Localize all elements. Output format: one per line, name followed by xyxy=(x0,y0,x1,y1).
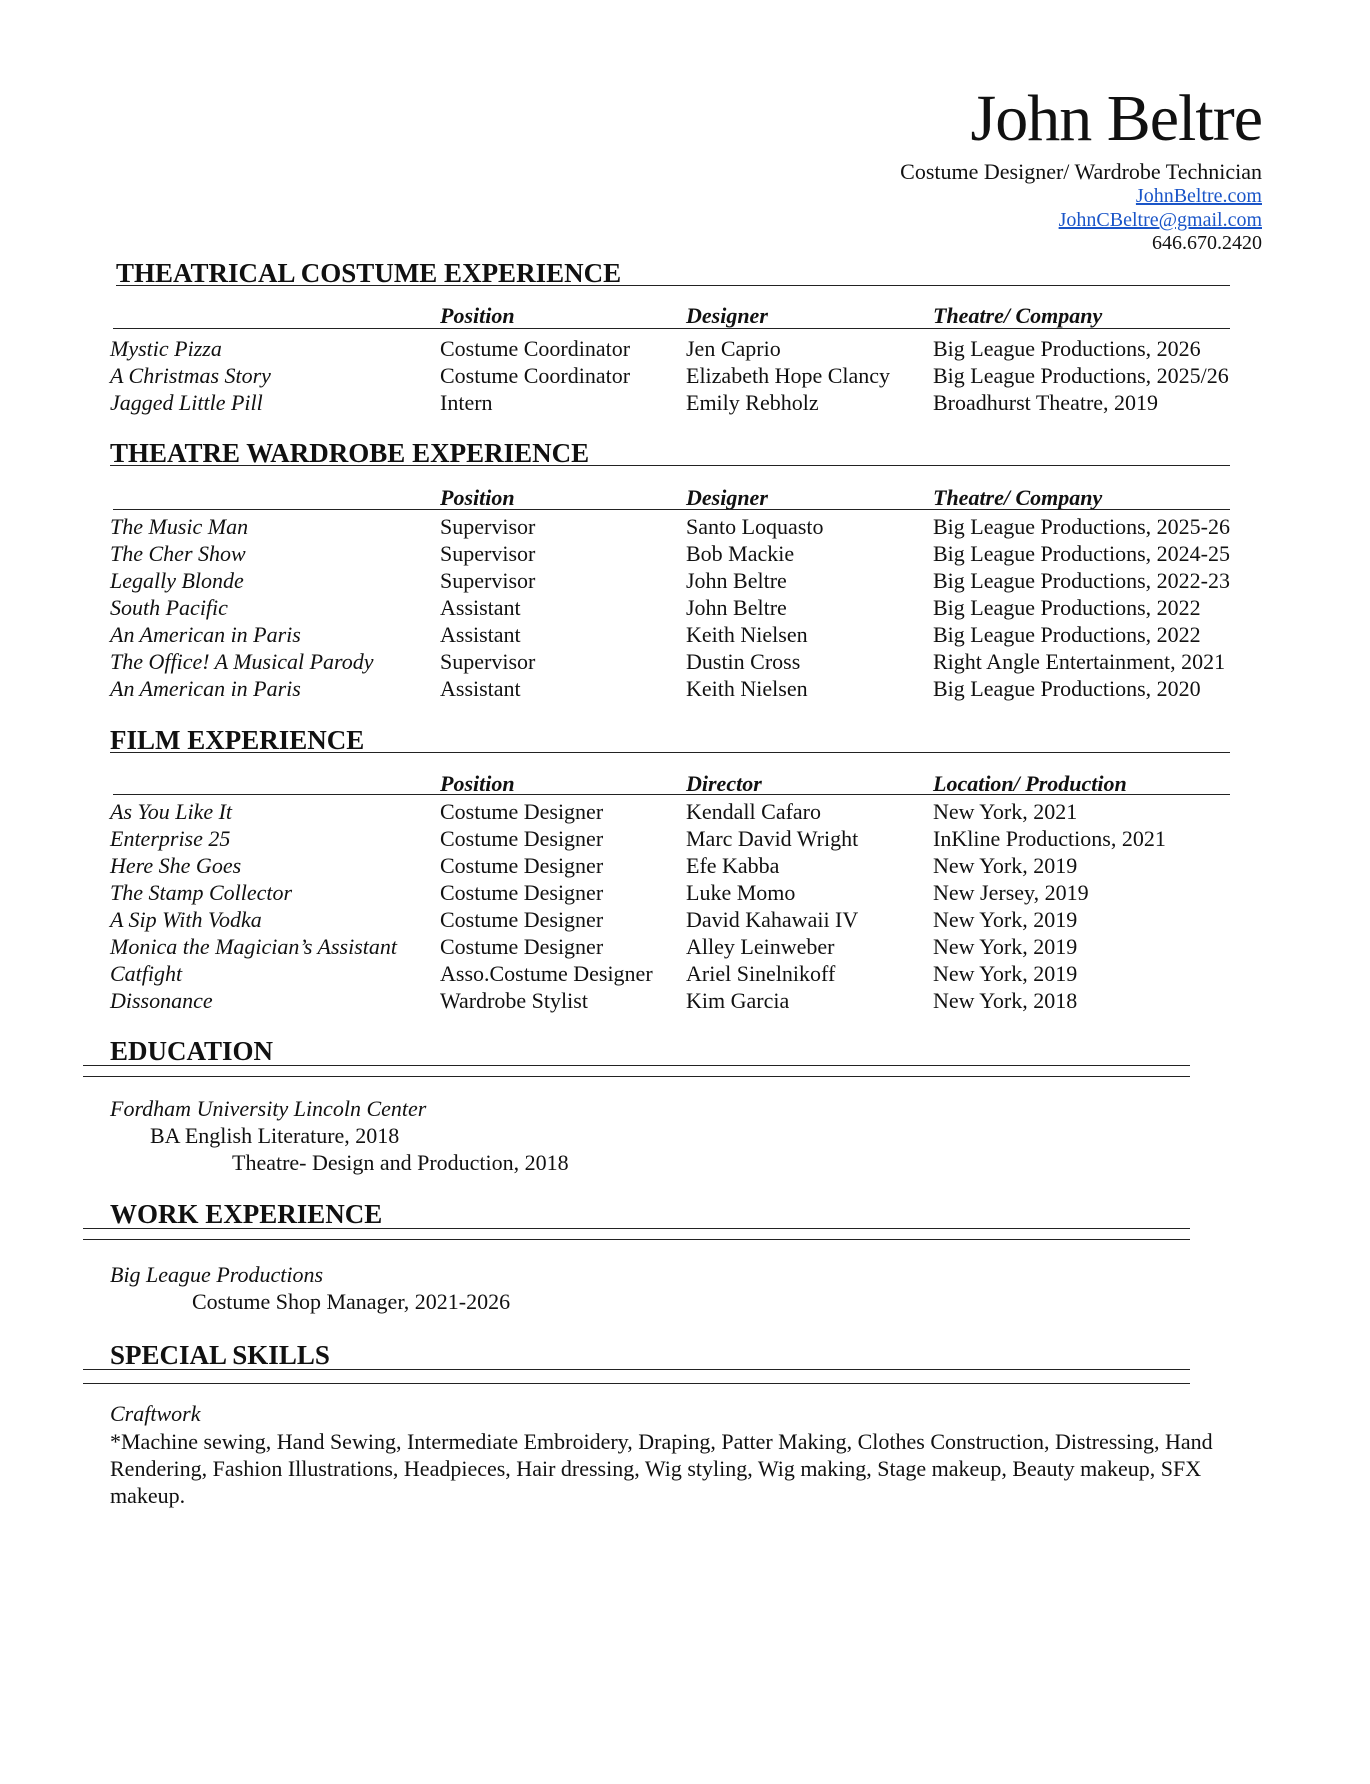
film-title: Enterprise 25 xyxy=(110,826,231,851)
section-rule xyxy=(83,1228,1190,1229)
location: New York, 2019 xyxy=(933,853,1078,878)
director: Kim Garcia xyxy=(686,988,790,1013)
show-title: The Cher Show xyxy=(110,541,246,566)
location: New York, 2021 xyxy=(933,799,1078,824)
position: Costume Designer xyxy=(440,880,604,905)
designer: Keith Nielsen xyxy=(686,676,808,701)
company: Big League Productions, 2024-25 xyxy=(933,541,1230,566)
company: Big League Productions, 2025-26 xyxy=(933,514,1230,539)
col-head-position: Position xyxy=(440,771,515,796)
position: Supervisor xyxy=(440,541,536,566)
director: Ariel Sinelnikoff xyxy=(686,961,836,986)
section-rule-secondary xyxy=(83,1076,1190,1077)
position: Asso.Costume Designer xyxy=(440,961,653,986)
position: Intern xyxy=(440,390,493,415)
show-title: A Christmas Story xyxy=(110,363,271,388)
location: New Jersey, 2019 xyxy=(933,880,1089,905)
table-header-rule xyxy=(113,794,1230,795)
section-rule-secondary xyxy=(83,1239,1190,1240)
show-title: Jagged Little Pill xyxy=(110,390,263,415)
show-title: South Pacific xyxy=(110,595,228,620)
show-title: Mystic Pizza xyxy=(110,336,222,361)
director: Alley Leinweber xyxy=(686,934,835,959)
film-title: A Sip With Vodka xyxy=(110,907,262,932)
location: New York, 2019 xyxy=(933,934,1078,959)
location: New York, 2019 xyxy=(933,907,1078,932)
designer: John Beltre xyxy=(686,595,787,620)
company: Big League Productions, 2022 xyxy=(933,595,1201,620)
website-link[interactable]: JohnBeltre.com xyxy=(1135,185,1262,207)
film-title: The Stamp Collector xyxy=(110,880,293,905)
section-rule xyxy=(83,1065,1190,1066)
resume-header xyxy=(900,84,1262,254)
resume-name: John Beltre xyxy=(970,82,1262,155)
designer: Santo Loquasto xyxy=(686,514,824,539)
position: Costume Designer xyxy=(440,799,604,824)
designer: Elizabeth Hope Clancy xyxy=(686,363,891,388)
employer: Big League Productions xyxy=(110,1262,324,1287)
show-title: An American in Paris xyxy=(110,676,301,701)
director: Efe Kabba xyxy=(686,853,780,878)
col-head-position: Position xyxy=(440,485,515,510)
show-title: An American in Paris xyxy=(110,622,301,647)
school-name: Fordham University Lincoln Center xyxy=(110,1096,427,1121)
film-title: Here She Goes xyxy=(110,853,242,878)
designer: Dustin Cross xyxy=(686,649,801,674)
col-head-position: Position xyxy=(440,303,515,328)
table-header-rule xyxy=(113,509,1230,510)
section-heading-skills: SPECIAL SKILLS xyxy=(110,1340,330,1370)
col-head-company: Theatre/ Company xyxy=(933,485,1103,510)
company: Big League Productions, 2022 xyxy=(933,622,1201,647)
position: Assistant xyxy=(440,676,521,701)
section-heading-wardrobe: THEATRE WARDROBE EXPERIENCE xyxy=(110,438,590,468)
location: New York, 2018 xyxy=(933,988,1078,1013)
position: Supervisor xyxy=(440,649,536,674)
col-head-director: Director xyxy=(686,771,762,796)
col-head-location: Location/ Production xyxy=(933,771,1127,796)
table-header-rule xyxy=(113,328,1230,329)
position: Assistant xyxy=(440,622,521,647)
skills-category: Craftwork xyxy=(110,1401,201,1426)
director: David Kahawaii IV xyxy=(686,907,859,932)
position: Costume Designer xyxy=(440,907,604,932)
position: Supervisor xyxy=(440,514,536,539)
position: Costume Coordinator xyxy=(440,336,631,361)
job-role: Costume Shop Manager, 2021-2026 xyxy=(192,1289,511,1314)
designer: Jen Caprio xyxy=(686,336,781,361)
degree: BA English Literature, 2018 xyxy=(150,1123,400,1148)
position: Costume Designer xyxy=(440,826,604,851)
company: Right Angle Entertainment, 2021 xyxy=(933,649,1226,674)
section-rule xyxy=(110,465,1230,466)
phone-number: 646.670.2420 xyxy=(1152,232,1262,254)
col-head-company: Theatre/ Company xyxy=(933,303,1103,328)
skills-list: *Machine sewing, Hand Sewing, Intermediate Embroidery, Draping, Patter Making, Clothes Construction, Distressing, Hand Rendering, Fashion Illustrations, Headpieces, Hair dressing, Wig styling, Wig making, Stage makeup, Beauty makeup, SFX makeup. xyxy=(110,1429,1213,1508)
col-head-designer: Designer xyxy=(686,485,768,510)
show-title: The Office! A Musical Parody xyxy=(110,649,374,674)
email-link[interactable]: JohnCBeltre@gmail.com xyxy=(1058,209,1262,231)
film-title: As You Like It xyxy=(110,799,233,824)
company: Big League Productions, 2020 xyxy=(933,676,1201,701)
designer: Keith Nielsen xyxy=(686,622,808,647)
section-rule-secondary xyxy=(83,1383,1190,1384)
show-title: The Music Man xyxy=(110,514,249,539)
section-rule xyxy=(110,752,1230,753)
position: Costume Designer xyxy=(440,934,604,959)
location: New York, 2019 xyxy=(933,961,1078,986)
director: Marc David Wright xyxy=(686,826,859,851)
col-head-designer: Designer xyxy=(686,303,768,328)
location: InKline Productions, 2021 xyxy=(933,826,1166,851)
film-title: Monica the Magician’s Assistant xyxy=(110,934,398,959)
section-heading-film: FILM EXPERIENCE xyxy=(110,725,365,755)
section-rule xyxy=(116,285,1230,286)
company: Big League Productions, 2022-23 xyxy=(933,568,1230,593)
director: Kendall Cafaro xyxy=(686,799,821,824)
position: Assistant xyxy=(440,595,521,620)
film-title: Dissonance xyxy=(110,988,213,1013)
position: Costume Designer xyxy=(440,853,604,878)
position: Supervisor xyxy=(440,568,536,593)
section-heading-work: WORK EXPERIENCE xyxy=(110,1199,383,1229)
section-heading-education: EDUCATION xyxy=(110,1036,274,1066)
section-rule xyxy=(83,1369,1190,1370)
designer: John Beltre xyxy=(686,568,787,593)
position: Wardrobe Stylist xyxy=(440,988,588,1013)
resume-title: Costume Designer/ Wardrobe Technician xyxy=(900,159,1262,184)
section-heading-theatrical: THEATRICAL COSTUME EXPERIENCE xyxy=(116,258,622,288)
designer: Bob Mackie xyxy=(686,541,795,566)
designer: Emily Rebholz xyxy=(686,390,819,415)
director: Luke Momo xyxy=(686,880,796,905)
company: Broadhurst Theatre, 2019 xyxy=(933,390,1159,415)
show-title: Legally Blonde xyxy=(110,568,244,593)
film-title: Catfight xyxy=(110,961,183,986)
position: Costume Coordinator xyxy=(440,363,631,388)
company: Big League Productions, 2026 xyxy=(933,336,1201,361)
degree-secondary: Theatre- Design and Production, 2018 xyxy=(232,1150,569,1175)
company: Big League Productions, 2025/26 xyxy=(933,363,1229,388)
